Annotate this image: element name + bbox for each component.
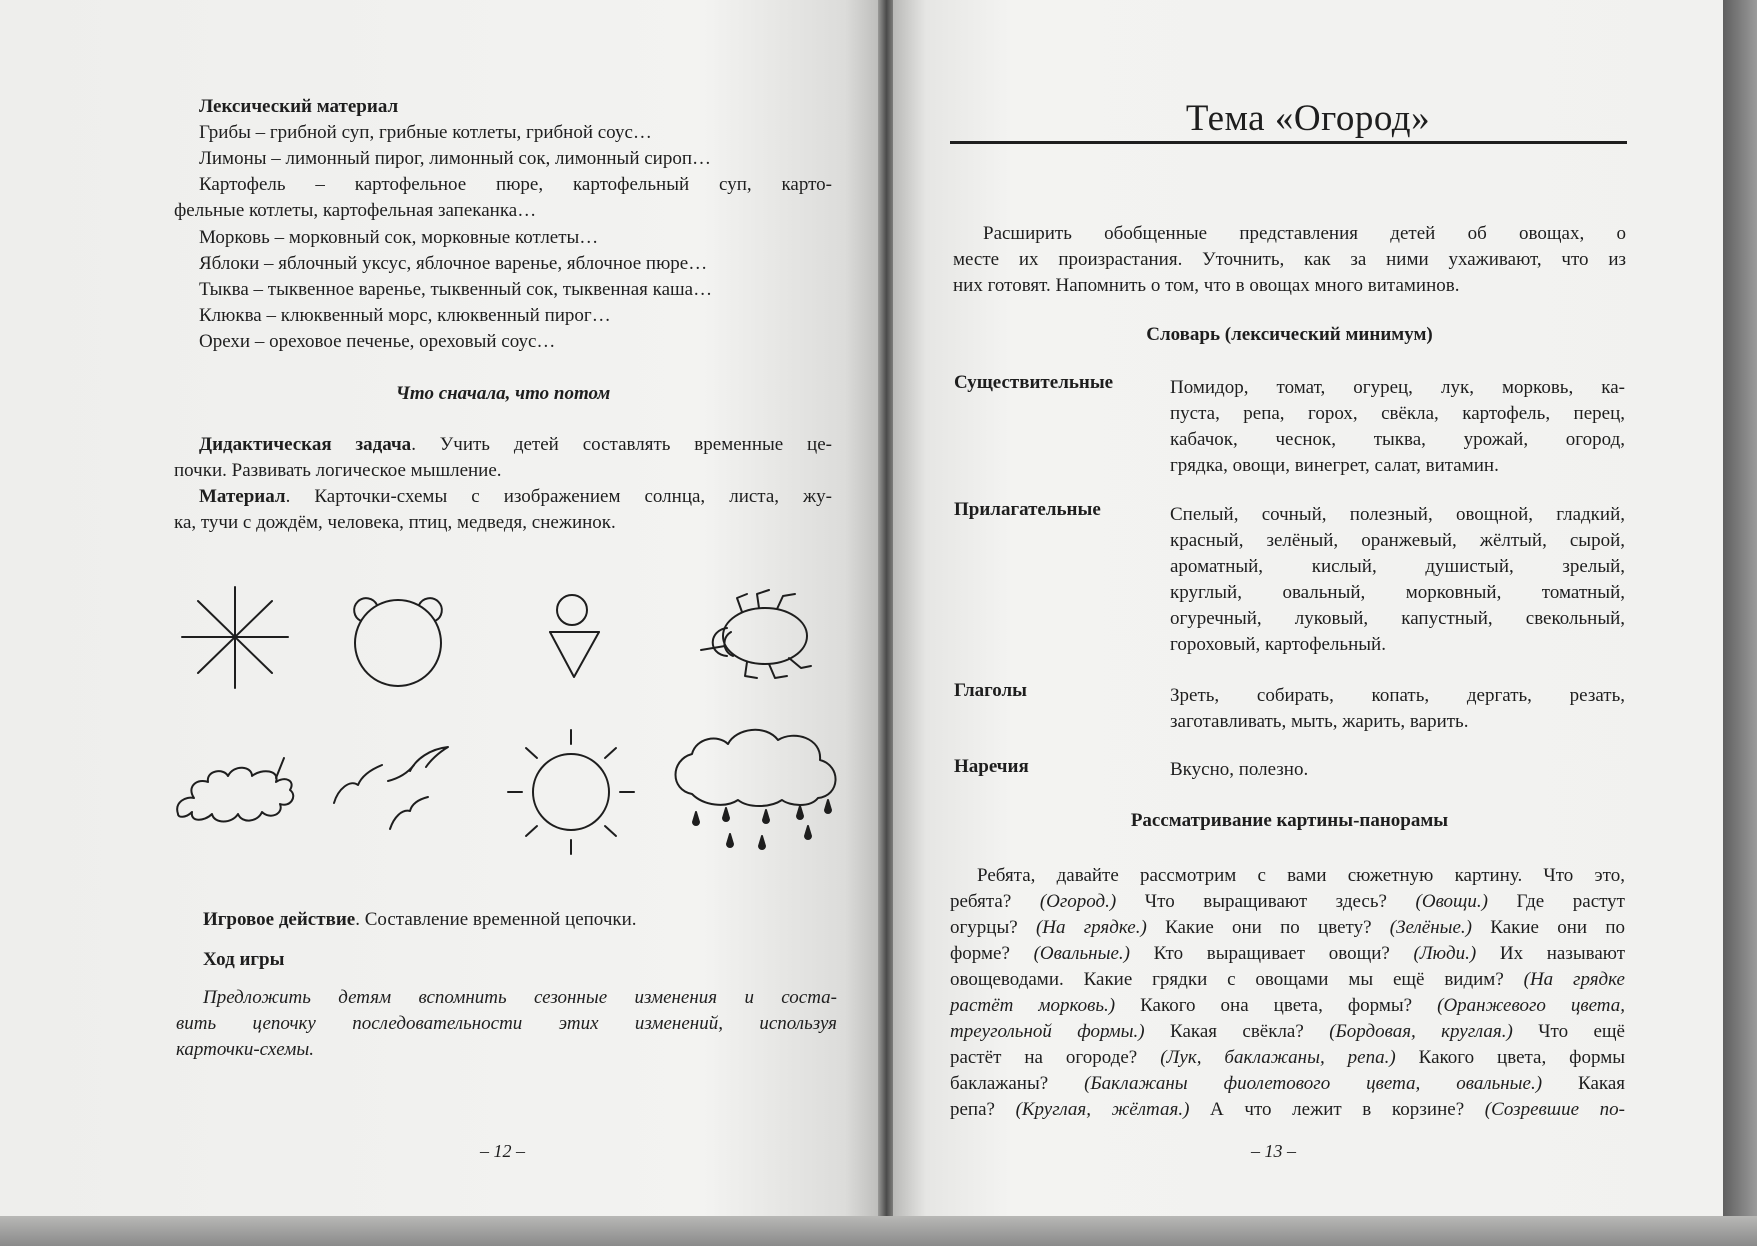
- scan-bottom-shadow: [0, 1216, 1757, 1246]
- panorama-line: [950, 915, 1625, 941]
- dictionary-line: Вкусно, полезно.: [1170, 759, 1309, 780]
- page-title: Тема «Огород»: [1185, 98, 1431, 139]
- panorama-line: [950, 967, 1625, 993]
- question-text: растёт на огороде?: [950, 1047, 1161, 1068]
- question-text: Ребята, давайте рассмотрим с вами сюжетную картину. Что это,: [977, 865, 1625, 886]
- rain-cloud-icon: [670, 722, 842, 854]
- question-text: баклажаны?: [950, 1073, 1085, 1094]
- material-text: . Карточки-схемы с изображением солнца, листа, жу-: [285, 486, 832, 507]
- lexical-line: Лимоны – лимонный пирог, лимонный сок, лимонный сироп…: [199, 148, 712, 169]
- dictionary-line: красный, зелёный, оранжевый, жёлтый, сырой,: [1170, 530, 1625, 551]
- dictionary-line: пуста, репа, горох, свёкла, картофель, перец,: [1170, 403, 1625, 424]
- lexical-line: Тыква – тыквенное варенье, тыквенный сок, тыквенная каша…: [199, 279, 713, 300]
- lexical-line: фельные котлеты, картофельная запеканка…: [174, 200, 537, 221]
- panorama-heading: Рассматривание картины-панорамы: [1130, 810, 1449, 831]
- bug-icon: [697, 586, 817, 681]
- answer-text: (На грядке.): [1035, 917, 1147, 938]
- lexical-heading: Лексический материал: [199, 96, 399, 117]
- panorama-line: [977, 863, 1625, 889]
- answer-text: (Созревшие по-: [1484, 1099, 1625, 1120]
- answer-text: (Бордовая, круглая.): [1329, 1021, 1513, 1042]
- answer-text: (Люди.): [1413, 943, 1477, 964]
- answer-text: (Овощи.): [1415, 891, 1488, 912]
- left-page: [0, 0, 880, 1234]
- question-text: Кто выращивает овощи?: [1129, 943, 1414, 964]
- task-label: Дидактическая задача: [199, 434, 412, 455]
- dictionary-line: гороховый, картофельный.: [1170, 634, 1386, 655]
- dictionary-line: огуречный, луковый, капустный, свекольный,: [1170, 608, 1625, 629]
- dictionary-term-verbs: Глаголы: [954, 680, 1028, 701]
- intro-line: месте их произрастания. Уточнить, как за ними ухаживают, что из: [953, 249, 1626, 270]
- right-page: [893, 0, 1723, 1218]
- question-text: Какие они по: [1472, 917, 1625, 938]
- question-text: Какого цвета, формы: [1395, 1047, 1625, 1068]
- question-text: Какого она цвета, формы?: [1115, 995, 1438, 1016]
- leaf-icon: [172, 752, 302, 827]
- page-number: – 12 –: [480, 1141, 525, 1161]
- material-label: Материал: [199, 486, 286, 507]
- material-line: ка, тучи с дождём, человека, птиц, медведя, снежинок.: [174, 512, 616, 533]
- dictionary-line: круглый, овальный, морковный, томатный,: [1170, 582, 1625, 603]
- book-edge: [1723, 0, 1757, 1246]
- dictionary-heading: Словарь (лексический минимум): [1146, 324, 1433, 345]
- panorama-line: [950, 1045, 1625, 1071]
- dictionary-line: заготавливать, мыть, жарить, варить.: [1170, 711, 1469, 732]
- course-heading: Ход игры: [203, 949, 285, 970]
- question-text: Что выращивают здесь?: [1116, 891, 1416, 912]
- answer-text: (Круглая, жёлтая.): [1015, 1099, 1190, 1120]
- birds-icon: [330, 745, 470, 835]
- panorama-line: [950, 889, 1625, 915]
- page-number: – 13 –: [1251, 1141, 1296, 1161]
- lexical-line: Клюква – клюквенный морс, клюквенный пирог…: [199, 305, 611, 326]
- game-action: [203, 907, 823, 933]
- course-line: вить цепочку последовательности этих изменений, используя: [176, 1013, 837, 1034]
- question-text: Что ещё: [1512, 1021, 1625, 1042]
- panorama-line: [950, 993, 1625, 1019]
- task-line: почки. Развивать логическое мышление.: [174, 460, 502, 481]
- question-text: ребята?: [950, 891, 1040, 912]
- human-icon: [545, 592, 605, 682]
- panorama-line: [950, 1019, 1625, 1045]
- lexical-line: Картофель – картофельное пюре, картофельный суп, карто-: [199, 174, 832, 195]
- game-action-label: Игровое действие: [203, 909, 356, 930]
- dictionary-line: ароматный, кислый, душистый, зрелый,: [1170, 556, 1625, 577]
- answer-text: треугольной формы.): [950, 1021, 1145, 1042]
- question-text: Их называют: [1476, 943, 1626, 964]
- answer-text: (На грядке: [1523, 969, 1625, 990]
- panorama-line: [950, 1071, 1625, 1097]
- dictionary-line: кабачок, чеснок, тыква, урожай, огород,: [1170, 429, 1625, 450]
- question-text: Какие они по цвету?: [1146, 917, 1390, 938]
- sun-icon: [506, 728, 636, 856]
- question-text: огурцы?: [950, 917, 1036, 938]
- question-text: овощеводами. Какие грядки с овощами мы ещё видим?: [950, 969, 1524, 990]
- question-text: Где растут: [1487, 891, 1625, 912]
- dictionary-line: Зреть, собирать, копать, дергать, резать,: [1170, 685, 1625, 706]
- answer-text: (Огород.): [1039, 891, 1117, 912]
- lexical-line: Грибы – грибной суп, грибные котлеты, грибной соус…: [199, 122, 652, 143]
- task-line: [199, 432, 832, 458]
- answer-text: (Оранжевого цвета,: [1437, 995, 1626, 1016]
- bear-icon: [343, 585, 453, 690]
- dictionary-line: Помидор, томат, огурец, лук, морковь, ка-: [1170, 377, 1625, 398]
- answer-text: (Овальные.): [1033, 943, 1130, 964]
- answer-text: растёт морковь.): [950, 995, 1116, 1016]
- material-line: [199, 484, 832, 510]
- dictionary-term-adverbs: Наречия: [954, 756, 1029, 777]
- lexical-line: Орехи – ореховое печенье, ореховый соус…: [199, 331, 556, 352]
- answer-text: (Зелёные.): [1389, 917, 1472, 938]
- dictionary-term-nouns: Существительные: [954, 372, 1114, 393]
- lexical-line: Яблоки – яблочный уксус, яблочное варенье, яблочное пюре…: [199, 253, 708, 274]
- panorama-line: [950, 941, 1625, 967]
- dictionary-line: грядка, овощи, винегрет, салат, витамин.: [1170, 455, 1499, 476]
- course-line: карточки-схемы.: [176, 1039, 314, 1060]
- question-text: Какая: [1542, 1073, 1625, 1094]
- question-text: Какая свёкла?: [1144, 1021, 1330, 1042]
- snowflake-icon: [180, 585, 290, 690]
- game-title: Что сначала, что потом: [395, 383, 611, 404]
- intro-line: Расширить обобщенные представления детей об овощах, о: [983, 223, 1626, 244]
- question-text: форме?: [950, 943, 1034, 964]
- question-text: репа?: [950, 1099, 1016, 1120]
- course-line: Предложить детям вспомнить сезонные изменения и соста-: [203, 987, 837, 1008]
- game-action-text: . Составление временной цепочки.: [355, 909, 637, 930]
- intro-line: них готовят. Напомнить о том, что в овощах много витаминов.: [953, 275, 1460, 296]
- panorama-line: [950, 1097, 1625, 1123]
- dictionary-term-adjectives: Прилагательные: [954, 499, 1101, 520]
- lexical-line: Морковь – морковный сок, морковные котлеты…: [199, 227, 599, 248]
- answer-text: (Баклажаны фиолетового цвета, овальные.): [1084, 1073, 1543, 1094]
- answer-text: (Лук, баклажаны, репа.): [1160, 1047, 1396, 1068]
- title-underline: [950, 141, 1627, 144]
- task-text: . Учить детей составлять временные це-: [411, 434, 832, 455]
- question-text: А что лежит в корзине?: [1189, 1099, 1485, 1120]
- dictionary-line: Спелый, сочный, полезный, овощной, гладкий,: [1170, 504, 1625, 525]
